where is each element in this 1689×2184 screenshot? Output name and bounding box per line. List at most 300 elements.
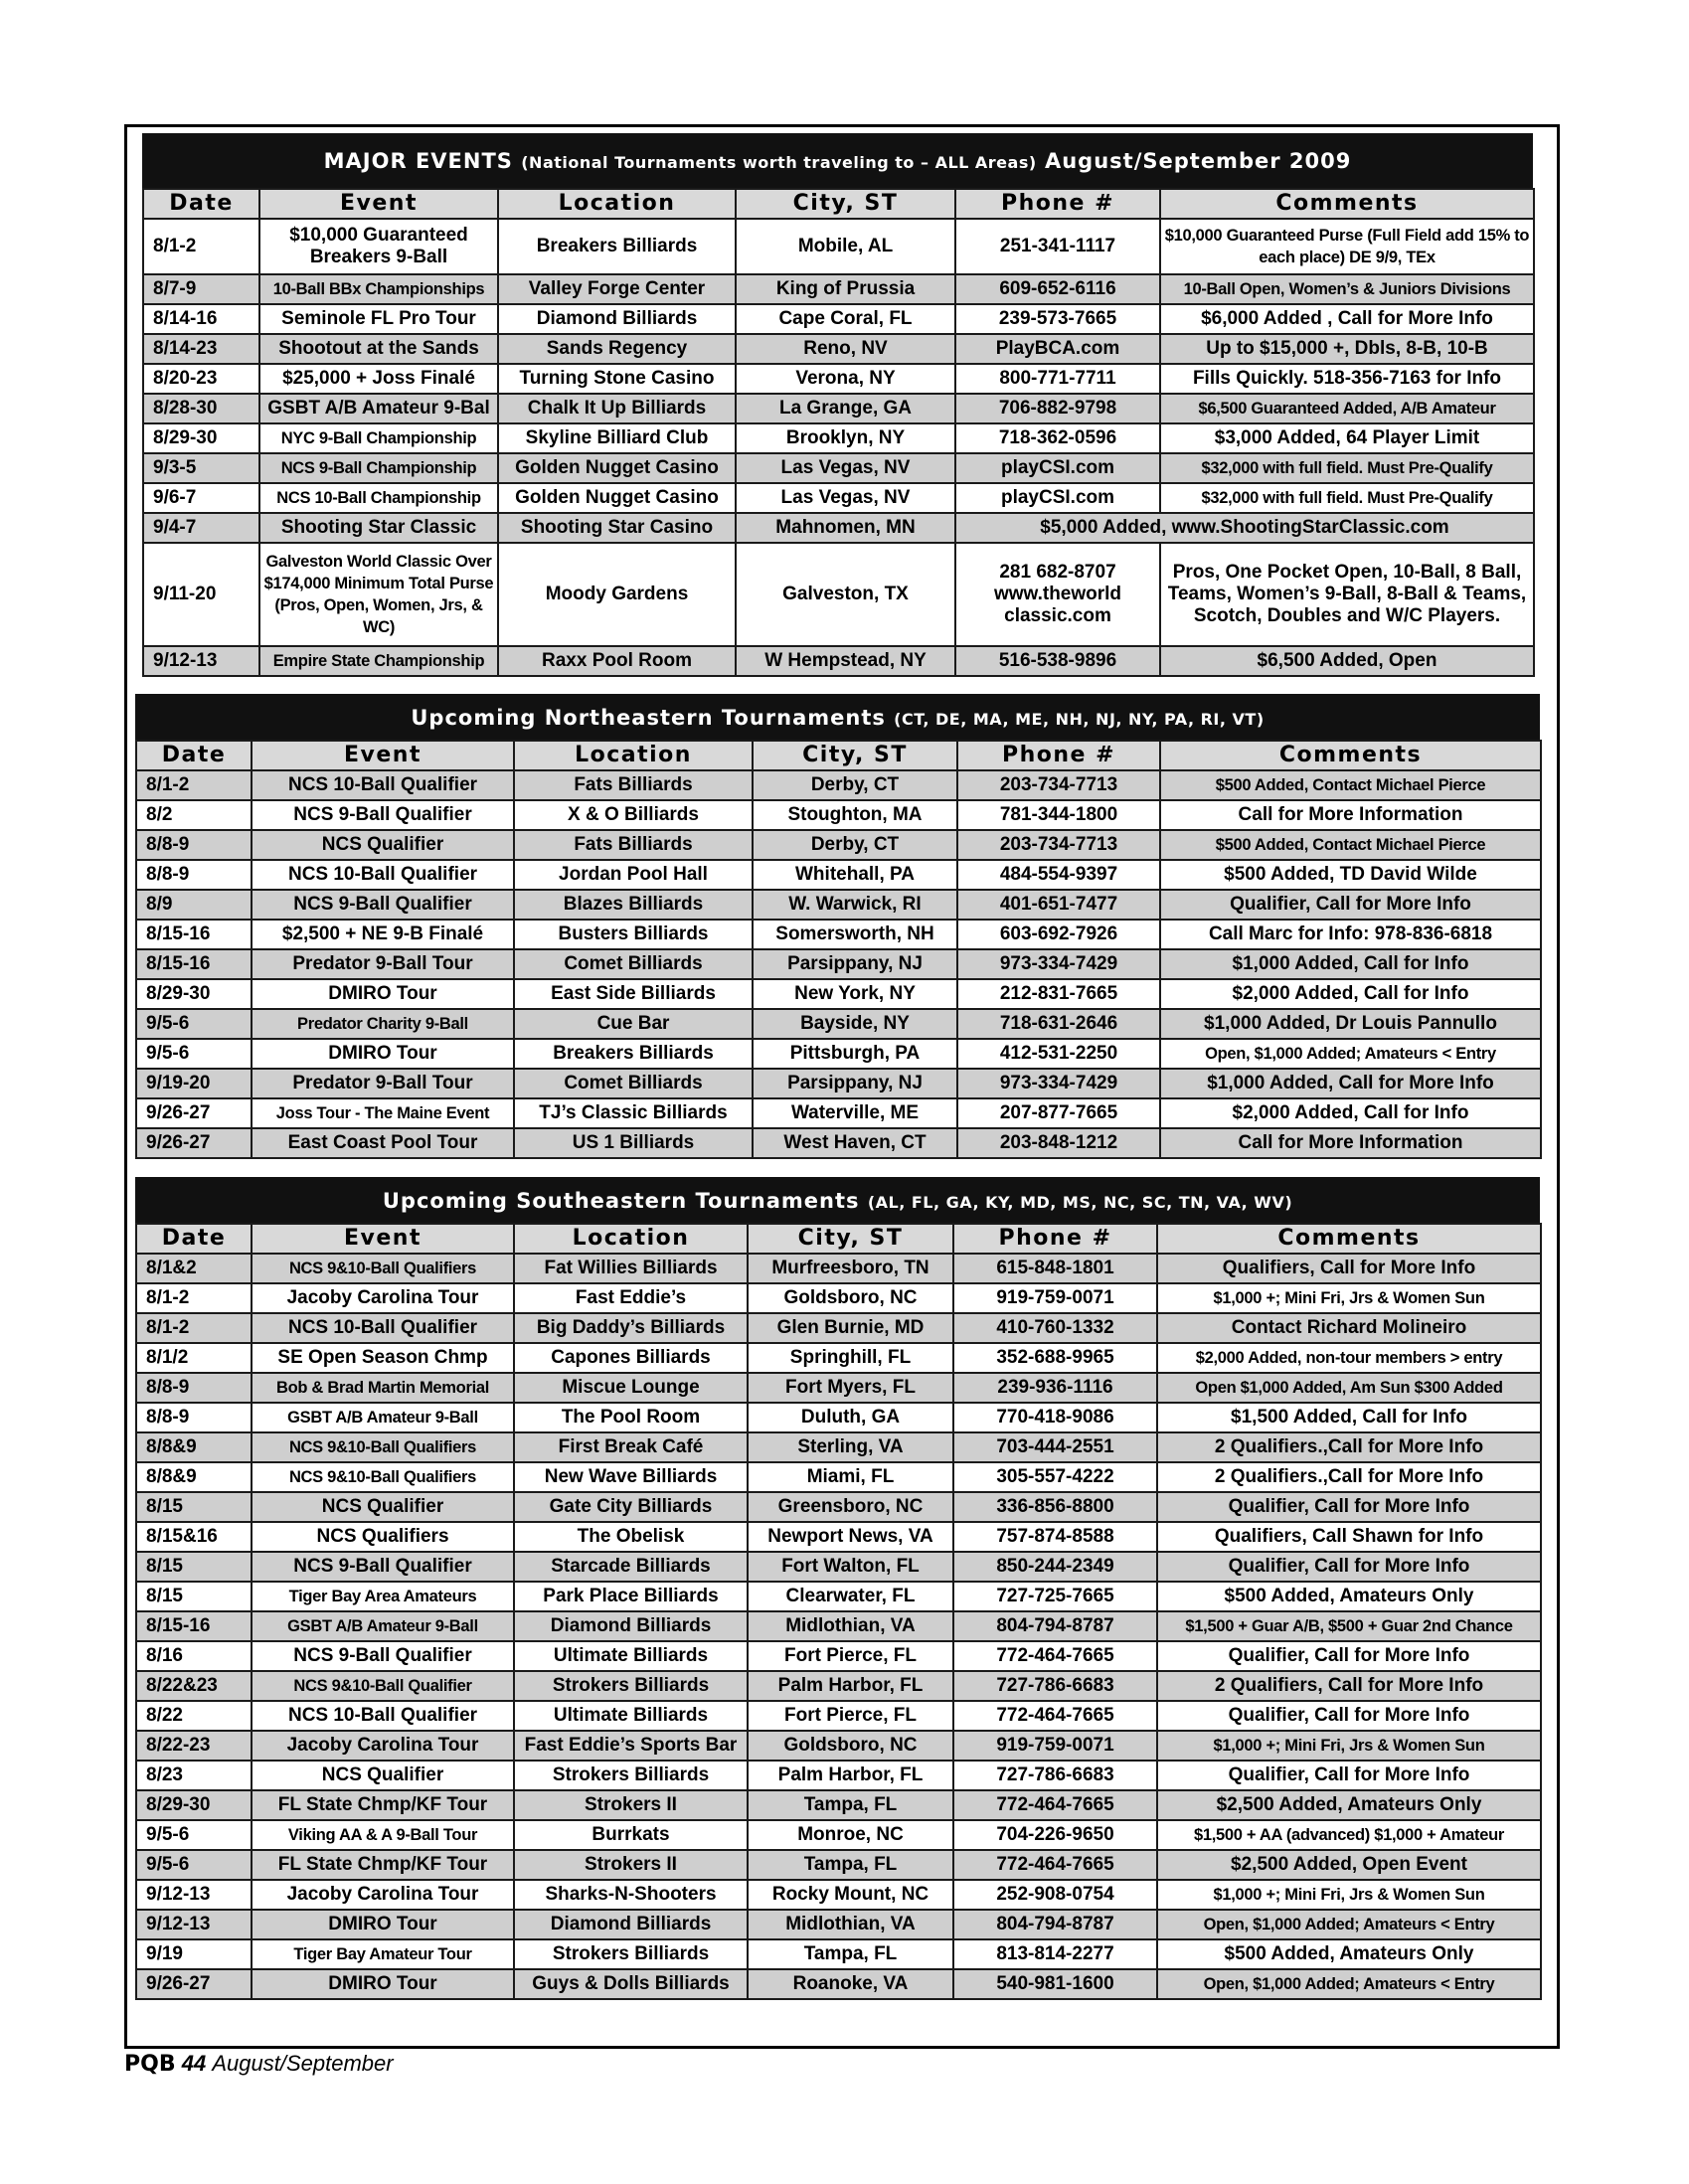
table-row <box>136 1820 1541 1850</box>
city-cell: Monroe, NC <box>748 1820 953 1850</box>
table-row <box>136 1069 1541 1098</box>
location-cell: Park Place Billiards <box>514 1582 748 1611</box>
date-cell: 8/15-16 <box>136 949 252 979</box>
table-row <box>136 979 1541 1009</box>
city-cell: Glen Burnie, MD <box>748 1313 953 1343</box>
location-cell: Chalk It Up Billiards <box>498 394 736 423</box>
comments-cell: Call for More Information <box>1160 1128 1541 1158</box>
comments-cell: $500 Added, Contact Michael Pierce <box>1160 830 1541 860</box>
location-cell: Strokers II <box>514 1790 748 1820</box>
comments-cell: $1,000 +; Mini Fri, Jrs & Women Sun <box>1157 1283 1541 1313</box>
table-row <box>136 770 1541 800</box>
date-cell: 8/14-16 <box>143 304 259 334</box>
date-cell: 9/5-6 <box>136 1039 252 1069</box>
event-cell: $10,000 Guaranteed Breakers 9-Ball <box>259 219 498 274</box>
header-event: Event <box>259 189 498 219</box>
table-header-row <box>136 1224 1541 1254</box>
event-cell: Seminole FL Pro Tour <box>259 304 498 334</box>
date-cell: 9/3-5 <box>143 453 259 483</box>
date-cell: 8/22-23 <box>136 1731 252 1761</box>
date-cell: 8/22&23 <box>136 1671 252 1701</box>
location-cell: Starcade Billiards <box>514 1552 748 1582</box>
phone-cell: 540-981-1600 <box>953 1969 1157 1999</box>
location-cell: Sharks-N-Shooters <box>514 1880 748 1910</box>
comments-cell: $1,000 Added, Dr Louis Pannullo <box>1160 1009 1541 1039</box>
event-cell: $25,000 + Joss Finalé <box>259 364 498 394</box>
comments-cell: $500 Added, TD David Wilde <box>1160 860 1541 890</box>
phone-cell: 706-882-9798 <box>955 394 1160 423</box>
city-cell: Derby, CT <box>753 770 957 800</box>
event-cell: Viking AA & A 9-Ball Tour <box>252 1820 514 1850</box>
phone-cell: 203-848-1212 <box>957 1128 1160 1158</box>
major-events-banner <box>142 133 1533 188</box>
date-cell: 8/1-2 <box>136 770 252 800</box>
table-row <box>136 1283 1541 1313</box>
date-cell: 8/1-2 <box>143 219 259 274</box>
location-cell: Miscue Lounge <box>514 1373 748 1403</box>
table-row <box>136 1552 1541 1582</box>
table-row <box>143 304 1534 334</box>
location-cell: Jordan Pool Hall <box>514 860 753 890</box>
location-cell: Golden Nugget Casino <box>498 483 736 513</box>
comments-cell: Pros, One Pocket Open, 10-Ball, 8 Ball, Teams, Women’s 9-Ball, 8-Ball & Teams, Scotch, Doubles and W/C Players. <box>1160 543 1534 646</box>
table-row <box>136 1462 1541 1492</box>
event-cell: GSBT A/B Amateur 9-Ball <box>252 1403 514 1432</box>
header-date: Date <box>136 741 252 770</box>
table-row <box>136 1582 1541 1611</box>
date-cell: 8/14-23 <box>143 334 259 364</box>
comments-cell: Qualifiers, Call for More Info <box>1157 1254 1541 1283</box>
table-row <box>136 1761 1541 1790</box>
event-cell: NCS 10-Ball Championship <box>259 483 498 513</box>
location-cell: Breakers Billiards <box>498 219 736 274</box>
table-row <box>136 890 1541 920</box>
event-cell: SE Open Season Chmp <box>252 1343 514 1373</box>
table-row <box>136 1611 1541 1641</box>
phone-cell: 772-464-7665 <box>953 1641 1157 1671</box>
date-cell: 8/2 <box>136 800 252 830</box>
header-comments: Comments <box>1160 741 1541 770</box>
event-cell: Predator 9-Ball Tour <box>252 949 514 979</box>
phone-cell: 727-725-7665 <box>953 1582 1157 1611</box>
location-cell: Moody Gardens <box>498 543 736 646</box>
phone-cell: 973-334-7429 <box>957 949 1160 979</box>
phone-cell: playCSI.com <box>955 483 1160 513</box>
event-cell: DMIRO Tour <box>252 1039 514 1069</box>
phone-cell: 281 682-8707 www.theworld classic.com <box>955 543 1160 646</box>
city-cell: Las Vegas, NV <box>736 483 955 513</box>
table-row <box>136 1939 1541 1969</box>
city-cell: Rocky Mount, NC <box>748 1880 953 1910</box>
event-cell: NCS 9&10-Ball Qualifiers <box>252 1432 514 1462</box>
phone-cell: 800-771-7711 <box>955 364 1160 394</box>
header-city: City, ST <box>753 741 957 770</box>
location-cell: Valley Forge Center <box>498 274 736 304</box>
date-cell: 8/15-16 <box>136 920 252 949</box>
date-cell: 8/1-2 <box>136 1313 252 1343</box>
event-cell: NCS 10-Ball Qualifier <box>252 770 514 800</box>
city-cell: Greensboro, NC <box>748 1492 953 1522</box>
comments-cell: Up to $15,000 +, Dbls, 8-B, 10-B <box>1160 334 1534 364</box>
table-row <box>136 1850 1541 1880</box>
date-cell: 8/15 <box>136 1492 252 1522</box>
location-cell: The Pool Room <box>514 1403 748 1432</box>
event-cell: Empire State Championship <box>259 646 498 676</box>
city-cell: Waterville, ME <box>753 1098 957 1128</box>
location-cell: Guys & Dolls Billiards <box>514 1969 748 1999</box>
city-cell: Duluth, GA <box>748 1403 953 1432</box>
phone-cell: 772-464-7665 <box>953 1850 1157 1880</box>
location-cell: Strokers Billiards <box>514 1939 748 1969</box>
phone-cell: 239-936-1116 <box>953 1373 1157 1403</box>
city-cell: Somersworth, NH <box>753 920 957 949</box>
event-cell: Bob & Brad Martin Memorial <box>252 1373 514 1403</box>
table-row <box>136 1641 1541 1671</box>
southeast-section <box>135 1177 1540 2000</box>
location-cell: Diamond Billiards <box>514 1910 748 1939</box>
date-cell: 9/5-6 <box>136 1820 252 1850</box>
event-cell: NCS 9-Ball Qualifier <box>252 890 514 920</box>
table-row <box>143 274 1534 304</box>
event-cell: NCS 10-Ball Qualifier <box>252 1313 514 1343</box>
northeast-banner <box>135 694 1540 740</box>
city-cell: West Haven, CT <box>753 1128 957 1158</box>
city-cell: Springhill, FL <box>748 1343 953 1373</box>
table-row <box>136 1128 1541 1158</box>
table-row <box>136 1403 1541 1432</box>
comments-cell: Open, $1,000 Added; Amateurs < Entry <box>1157 1969 1541 1999</box>
phone-cell: 305-557-4222 <box>953 1462 1157 1492</box>
date-cell: 9/4-7 <box>143 513 259 543</box>
comments-cell: $500 Added, Amateurs Only <box>1157 1582 1541 1611</box>
city-cell: Verona, NY <box>736 364 955 394</box>
phone-cell: 410-760-1332 <box>953 1313 1157 1343</box>
event-cell: NCS 9&10-Ball Qualifiers <box>252 1254 514 1283</box>
city-cell: W. Warwick, RI <box>753 890 957 920</box>
date-cell: 8/7-9 <box>143 274 259 304</box>
comments-cell: Qualifier, Call for More Info <box>1157 1701 1541 1731</box>
table-row <box>136 830 1541 860</box>
event-cell: Tiger Bay Amateur Tour <box>252 1939 514 1969</box>
phone-cell: 516-538-9896 <box>955 646 1160 676</box>
phone-cell: 718-631-2646 <box>957 1009 1160 1039</box>
location-cell: Comet Billiards <box>514 949 753 979</box>
date-cell: 9/26-27 <box>136 1098 252 1128</box>
comments-cell: Call for More Information <box>1160 800 1541 830</box>
date-cell: 9/12-13 <box>136 1880 252 1910</box>
city-cell: King of Prussia <box>736 274 955 304</box>
date-cell: 9/26-27 <box>136 1128 252 1158</box>
location-cell: Cue Bar <box>514 1009 753 1039</box>
location-cell: Golden Nugget Casino <box>498 453 736 483</box>
comments-cell: Call Marc for Info: 978-836-6818 <box>1160 920 1541 949</box>
location-cell: Strokers II <box>514 1850 748 1880</box>
table-row <box>136 1313 1541 1343</box>
date-cell: 8/29-30 <box>136 979 252 1009</box>
comments-cell: $6,500 Guaranteed Added, A/B Amateur <box>1160 394 1534 423</box>
city-cell: Midlothian, VA <box>748 1611 953 1641</box>
table-row <box>136 1098 1541 1128</box>
location-cell: Fats Billiards <box>514 830 753 860</box>
comments-cell: Open $1,000 Added, Am Sun $300 Added <box>1157 1373 1541 1403</box>
southeast-table <box>135 1223 1542 2000</box>
table-row <box>143 453 1534 483</box>
comments-cell: $1,500 Added, Call for Info <box>1157 1403 1541 1432</box>
comments-cell: $500 Added, Contact Michael Pierce <box>1160 770 1541 800</box>
date-cell: 8/28-30 <box>143 394 259 423</box>
location-cell: Shooting Star Casino <box>498 513 736 543</box>
header-event: Event <box>252 741 514 770</box>
event-cell: GSBT A/B Amateur 9-Ball <box>252 1611 514 1641</box>
event-cell: NCS 9&10-Ball Qualifiers <box>252 1462 514 1492</box>
date-cell: 8/8&9 <box>136 1462 252 1492</box>
location-cell: Blazes Billiards <box>514 890 753 920</box>
date-cell: 9/26-27 <box>136 1969 252 1999</box>
comments-cell: Qualifier, Call for More Info <box>1157 1492 1541 1522</box>
date-cell: 8/1-2 <box>136 1283 252 1313</box>
comments-cell: $1,000 Added, Call for Info <box>1160 949 1541 979</box>
date-cell: 8/1/2 <box>136 1343 252 1373</box>
phone-cell: 804-794-8787 <box>953 1611 1157 1641</box>
city-cell: Tampa, FL <box>748 1790 953 1820</box>
location-cell: Fast Eddie’s <box>514 1283 748 1313</box>
date-cell: 8/8-9 <box>136 830 252 860</box>
comments-cell: $2,500 Added, Amateurs Only <box>1157 1790 1541 1820</box>
city-cell: Mahnomen, MN <box>736 513 955 543</box>
header-phone: Phone # <box>957 741 1160 770</box>
major-events-subtitle: (National Tournaments worth traveling to – ALL Areas) <box>521 153 1037 172</box>
major-events-month: August/September 2009 <box>1044 149 1352 173</box>
table-row <box>143 646 1534 676</box>
event-cell: NCS 10-Ball Qualifier <box>252 860 514 890</box>
comments-cell: $10,000 Guaranteed Purse (Full Field add 15% to each place) DE 9/9, TEx <box>1160 219 1534 274</box>
date-cell: 8/8-9 <box>136 1403 252 1432</box>
city-cell: Goldsboro, NC <box>748 1283 953 1313</box>
table-row <box>143 543 1534 646</box>
date-cell: 8/15-16 <box>136 1611 252 1641</box>
date-cell: 8/8-9 <box>136 860 252 890</box>
northeast-title: Upcoming Northeastern Tournaments <box>411 706 886 730</box>
header-date: Date <box>136 1224 252 1254</box>
location-cell: Fat Willies Billiards <box>514 1254 748 1283</box>
event-cell: NCS 9-Ball Qualifier <box>252 1641 514 1671</box>
event-cell: NCS 9-Ball Qualifier <box>252 1552 514 1582</box>
city-cell: Palm Harbor, FL <box>748 1671 953 1701</box>
table-row <box>136 1522 1541 1552</box>
event-cell: NCS 9-Ball Qualifier <box>252 800 514 830</box>
location-cell: East Side Billiards <box>514 979 753 1009</box>
table-row <box>136 1969 1541 1999</box>
comments-cell: $2,000 Added, Call for Info <box>1160 1098 1541 1128</box>
location-cell: Fast Eddie’s Sports Bar <box>514 1731 748 1761</box>
city-cell: Stoughton, MA <box>753 800 957 830</box>
table-row <box>143 483 1534 513</box>
header-city: City, ST <box>748 1224 953 1254</box>
location-cell: Comet Billiards <box>514 1069 753 1098</box>
comments-cell: Qualifier, Call for More Info <box>1157 1641 1541 1671</box>
phone-cell: 352-688-9965 <box>953 1343 1157 1373</box>
phone-cell: 813-814-2277 <box>953 1939 1157 1969</box>
northeast-states: (CT, DE, MA, ME, NH, NJ, NY, PA, RI, VT) <box>894 710 1265 729</box>
city-cell: Fort Pierce, FL <box>748 1701 953 1731</box>
date-cell: 9/5-6 <box>136 1009 252 1039</box>
phone-cell: 727-786-6683 <box>953 1671 1157 1701</box>
event-cell: Predator Charity 9-Ball <box>252 1009 514 1039</box>
phone-cell: 718-362-0596 <box>955 423 1160 453</box>
event-cell: Galveston World Classic Over $174,000 Minimum Total Purse (Pros, Open, Women, Jrs, & WC) <box>259 543 498 646</box>
event-cell: NCS Qualifier <box>252 1492 514 1522</box>
phone-cell: 212-831-7665 <box>957 979 1160 1009</box>
date-cell: 8/15 <box>136 1552 252 1582</box>
city-cell: W Hempstead, NY <box>736 646 955 676</box>
table-row <box>136 949 1541 979</box>
location-cell: Diamond Billiards <box>514 1611 748 1641</box>
table-row <box>136 1731 1541 1761</box>
city-cell: Murfreesboro, TN <box>748 1254 953 1283</box>
table-header-row <box>143 189 1534 219</box>
comments-cell: $5,000 Added, www.ShootingStarClassic.com <box>955 513 1534 543</box>
header-comments: Comments <box>1160 189 1534 219</box>
table-row <box>136 800 1541 830</box>
table-row <box>136 1671 1541 1701</box>
phone-cell: 919-759-0071 <box>953 1283 1157 1313</box>
comments-cell: $1,500 + Guar A/B, $500 + Guar 2nd Chance <box>1157 1611 1541 1641</box>
city-cell: Whitehall, PA <box>753 860 957 890</box>
date-cell: 8/8-9 <box>136 1373 252 1403</box>
comments-cell: Open, $1,000 Added; Amateurs < Entry <box>1160 1039 1541 1069</box>
comments-cell: Qualifier, Call for More Info <box>1157 1761 1541 1790</box>
city-cell: Parsippany, NJ <box>753 949 957 979</box>
phone-cell: 770-418-9086 <box>953 1403 1157 1432</box>
header-location: Location <box>498 189 736 219</box>
location-cell: Ultimate Billiards <box>514 1701 748 1731</box>
event-cell: NCS 9-Ball Championship <box>259 453 498 483</box>
location-cell: New Wave Billiards <box>514 1462 748 1492</box>
event-cell: DMIRO Tour <box>252 979 514 1009</box>
date-cell: 8/22 <box>136 1701 252 1731</box>
table-row <box>143 513 1534 543</box>
location-cell: Strokers Billiards <box>514 1671 748 1701</box>
location-cell: Capones Billiards <box>514 1343 748 1373</box>
date-cell: 8/20-23 <box>143 364 259 394</box>
header-location: Location <box>514 741 753 770</box>
comments-cell: Fills Quickly. 518-356-7163 for Info <box>1160 364 1534 394</box>
phone-cell: 603-692-7926 <box>957 920 1160 949</box>
event-cell: NCS 9&10-Ball Qualifier <box>252 1671 514 1701</box>
header-date: Date <box>143 189 259 219</box>
comments-cell: $1,000 Added, Call for More Info <box>1160 1069 1541 1098</box>
city-cell: Bayside, NY <box>753 1009 957 1039</box>
location-cell: US 1 Billiards <box>514 1128 753 1158</box>
comments-cell: $6,500 Added, Open <box>1160 646 1534 676</box>
table-row <box>136 1432 1541 1462</box>
phone-cell: 772-464-7665 <box>953 1790 1157 1820</box>
event-cell: Joss Tour - The Maine Event <box>252 1098 514 1128</box>
location-cell: Fats Billiards <box>514 770 753 800</box>
phone-cell: 239-573-7665 <box>955 304 1160 334</box>
location-cell: Busters Billiards <box>514 920 753 949</box>
date-cell: 8/23 <box>136 1761 252 1790</box>
header-comments: Comments <box>1157 1224 1541 1254</box>
city-cell: Newport News, VA <box>748 1522 953 1552</box>
location-cell: Gate City Billiards <box>514 1492 748 1522</box>
southeast-banner <box>135 1177 1540 1223</box>
location-cell: First Break Café <box>514 1432 748 1462</box>
page-footer <box>124 2051 394 2077</box>
phone-cell: 615-848-1801 <box>953 1254 1157 1283</box>
city-cell: Goldsboro, NC <box>748 1731 953 1761</box>
header-phone: Phone # <box>955 189 1160 219</box>
event-cell: Shootout at the Sands <box>259 334 498 364</box>
comments-cell: $2,500 Added, Open Event <box>1157 1850 1541 1880</box>
phone-cell: 973-334-7429 <box>957 1069 1160 1098</box>
city-cell: Parsippany, NJ <box>753 1069 957 1098</box>
date-cell: 9/11-20 <box>143 543 259 646</box>
phone-cell: playCSI.com <box>955 453 1160 483</box>
phone-cell: 412-531-2250 <box>957 1039 1160 1069</box>
date-cell: 9/5-6 <box>136 1850 252 1880</box>
event-cell: Predator 9-Ball Tour <box>252 1069 514 1098</box>
date-cell: 8/9 <box>136 890 252 920</box>
header-event: Event <box>252 1224 514 1254</box>
city-cell: Fort Myers, FL <box>748 1373 953 1403</box>
table-row <box>136 1492 1541 1522</box>
northeast-table <box>135 740 1542 1159</box>
table-row <box>136 1910 1541 1939</box>
major-events-title: MAJOR EVENTS <box>323 149 513 173</box>
date-cell: 8/8&9 <box>136 1432 252 1462</box>
city-cell: Derby, CT <box>753 830 957 860</box>
city-cell: Palm Harbor, FL <box>748 1761 953 1790</box>
event-cell: Jacoby Carolina Tour <box>252 1283 514 1313</box>
table-row <box>136 1343 1541 1373</box>
table-row <box>143 219 1534 274</box>
table-row <box>136 1039 1541 1069</box>
header-phone: Phone # <box>953 1224 1157 1254</box>
phone-cell: 850-244-2349 <box>953 1552 1157 1582</box>
comments-cell: Open, $1,000 Added; Amateurs < Entry <box>1157 1910 1541 1939</box>
event-cell: $2,500 + NE 9-B Finalé <box>252 920 514 949</box>
city-cell: La Grange, GA <box>736 394 955 423</box>
event-cell: 10-Ball BBx Championships <box>259 274 498 304</box>
city-cell: Mobile, AL <box>736 219 955 274</box>
table-header-row <box>136 741 1541 770</box>
location-cell: Ultimate Billiards <box>514 1641 748 1671</box>
phone-cell: 757-874-8588 <box>953 1522 1157 1552</box>
city-cell: Galveston, TX <box>736 543 955 646</box>
footer-month: August/September <box>212 2051 394 2076</box>
comments-cell: $32,000 with full field. Must Pre-Qualify <box>1160 483 1534 513</box>
location-cell: The Obelisk <box>514 1522 748 1552</box>
phone-cell: 203-734-7713 <box>957 770 1160 800</box>
city-cell: Roanoke, VA <box>748 1969 953 1999</box>
location-cell: Strokers Billiards <box>514 1761 748 1790</box>
location-cell: Diamond Billiards <box>498 304 736 334</box>
event-cell: DMIRO Tour <box>252 1910 514 1939</box>
city-cell: Las Vegas, NV <box>736 453 955 483</box>
event-cell: East Coast Pool Tour <box>252 1128 514 1158</box>
city-cell: Tampa, FL <box>748 1939 953 1969</box>
date-cell: 8/16 <box>136 1641 252 1671</box>
phone-cell: 772-464-7665 <box>953 1701 1157 1731</box>
southeast-states: (AL, FL, GA, KY, MD, MS, NC, SC, TN, VA, WV) <box>867 1193 1293 1212</box>
southeast-title: Upcoming Southeastern Tournaments <box>382 1189 860 1213</box>
comments-cell: $1,000 +; Mini Fri, Jrs & Women Sun <box>1157 1880 1541 1910</box>
table-row <box>143 423 1534 453</box>
table-row <box>136 1373 1541 1403</box>
location-cell: Burrkats <box>514 1820 748 1850</box>
location-cell: Skyline Billiard Club <box>498 423 736 453</box>
